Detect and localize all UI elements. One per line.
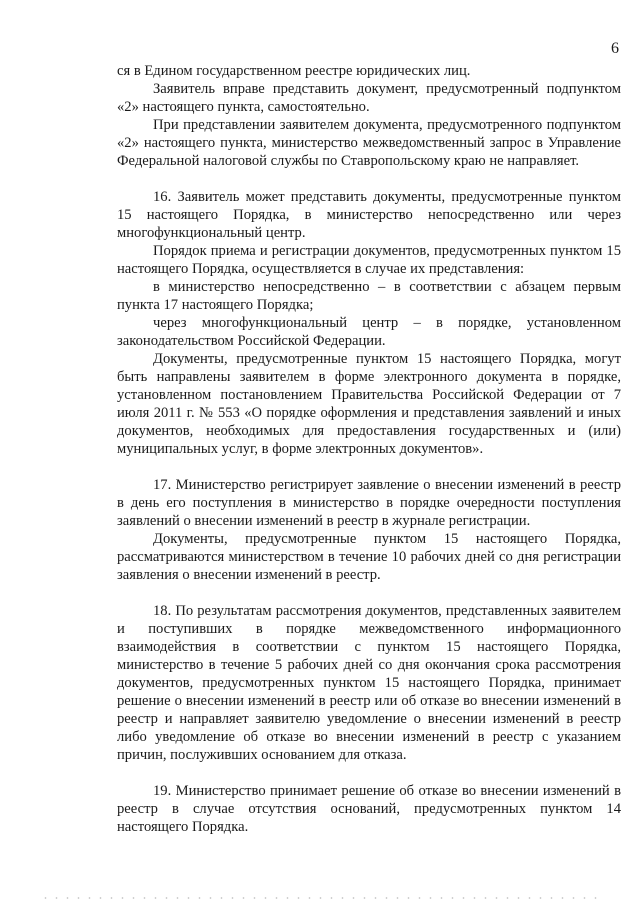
paragraph: через многофункциональный центр – в порядке, установленном законодательством Российской Федерации.: [117, 315, 621, 349]
paragraph: Порядок приема и регистрации документов, предусмотренных пунктом 15 настоящего Порядка, осуществляется в случае их представления:: [117, 243, 621, 277]
scan-artifact-line: [40, 897, 600, 899]
paragraph: Документы, предусмотренные пунктом 15 настоящего Порядка, могут быть направлены заявителем в форме электронного документа в порядке, установленном постановлением Правительства Российской Федерации от 7 июля 2011 г. № 553 «О порядке оформления и представления заявлений и иных документов, необходимых для предоставления государственных и (или) муниципальных услуг, в форме электронных документов».: [117, 351, 621, 457]
paragraph-item-19: 19. Министерство принимает решение об отказе во внесении изменений в реестр в случае отсутствия оснований, предусмотренных пунктом 14 настоящего Порядка.: [117, 783, 621, 835]
paragraph-item-18: 18. По результатам рассмотрения документов, представленных заявителем и поступивших в порядке межведомственного информационного взаимодействия в соответствии с пунктом 15 настоящего Порядка, министерство в течение 5 рабочих дней со дня окончания срока рассмотрения документов, предусмотренных пунктом 15 настоящего Порядка, принимает решение о внесении изменений в реестр или об отказе во внесении изменений в реестр и направляет заявителю уведомление о внесении изменений в реестр либо уведомление об отказе во внесении изменений в реестр с указанием причин, послуживших основанием для отказа.: [117, 603, 621, 763]
page-number: 6: [611, 40, 619, 57]
paragraph: в министерство непосредственно – в соответствии с абзацем первым пункта 17 настоящего Порядка;: [117, 279, 621, 313]
document-body: [117, 62, 621, 836]
paragraph-item-17: 17. Министерство регистрирует заявление о внесении изменений в реестр в день его поступления в министерство в порядке очередности поступления заявлений о внесении изменений в реестр в журнале регистрации.: [117, 477, 621, 529]
paragraph: При представлении заявителем документа, предусмотренного подпунктом «2» настоящего пункта, министерство межведомственный запрос в Управление Федеральной налоговой службы по Ставропольскому краю не направляет.: [117, 117, 621, 169]
paragraph-continuation: ся в Едином государственном реестре юридических лиц.: [117, 63, 471, 79]
paragraph-item-16: 16. Заявитель может представить документы, предусмотренные пунктом 15 настоящего Порядка, в министерство непосредственно или через многофункциональный центр.: [117, 189, 621, 241]
paragraph: Заявитель вправе представить документ, предусмотренный подпунктом «2» настоящего пункта, самостоятельно.: [117, 81, 621, 115]
paragraph: Документы, предусмотренные пунктом 15 настоящего Порядка, рассматриваются министерством в течение 10 рабочих дней со дня регистрации заявления о внесении изменений в реестр.: [117, 531, 621, 583]
